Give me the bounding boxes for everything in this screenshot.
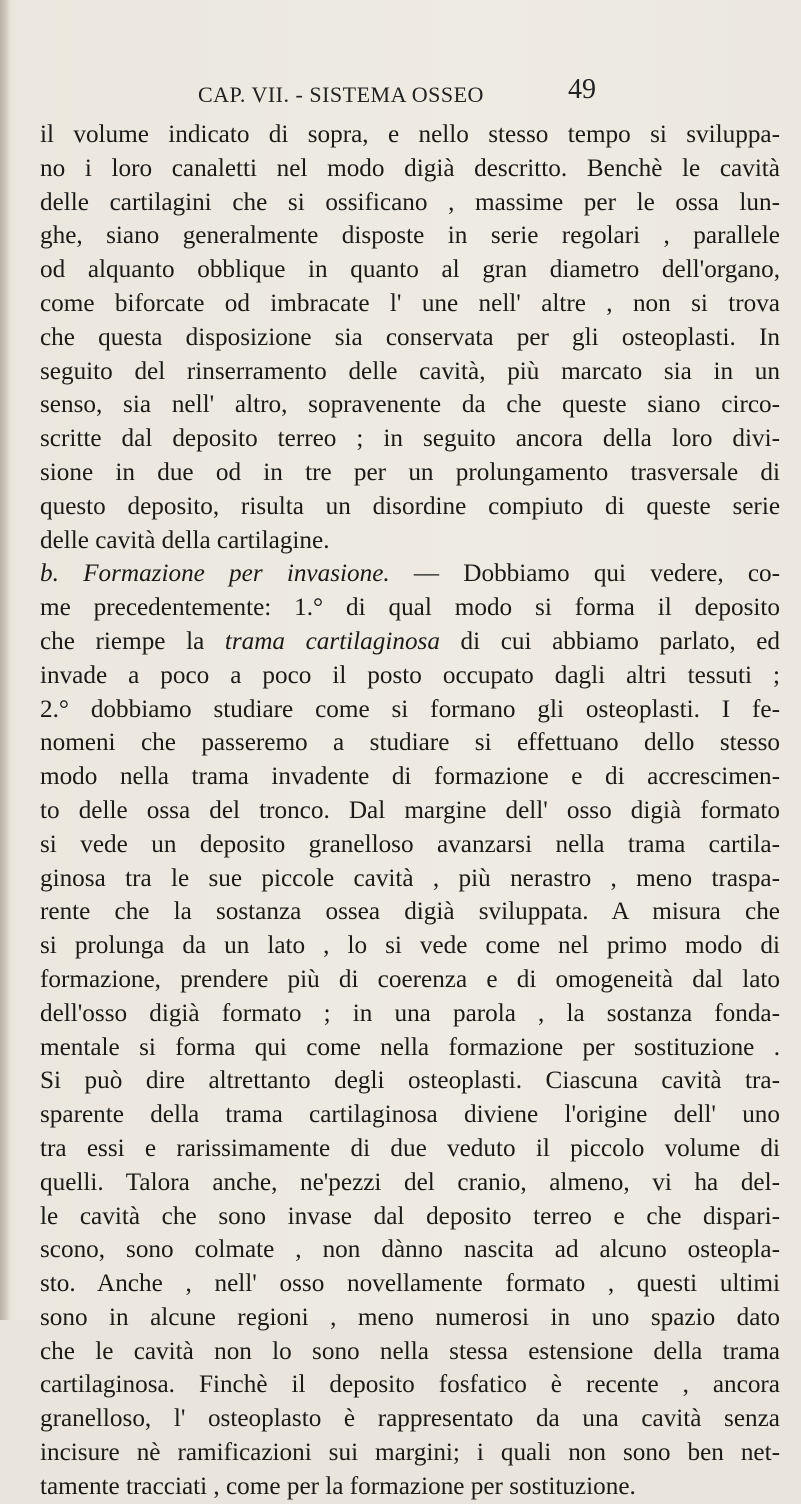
- text-line: tamente tracciati , come per la formazione per sostituzione.: [40, 1472, 636, 1500]
- text-line: che le cavità non lo sono nella stessa estensione della trama: [40, 1337, 780, 1365]
- text-line: le cavità che sono invase dal deposito terreo e che dispari-: [40, 1202, 780, 1230]
- text-line: come biforcate od imbracate l' une nell' altre , non si trova: [40, 289, 780, 317]
- text-line: granelloso, l' osteoplasto è rappresentato da una cavità senza: [40, 1405, 780, 1433]
- text-line: mentale si forma qui come nella formazione per sostituzione .: [40, 1033, 780, 1061]
- page-number: 49: [568, 74, 596, 105]
- running-header: CAP. VII. - SISTEMA OSSEO: [198, 82, 484, 107]
- text-line: senso, sia nell' altro, sopravenente da che queste siano circo-: [40, 391, 780, 419]
- section-heading-rest: — Dobbiamo qui vedere, co-: [389, 560, 781, 588]
- text-line: tra essi e rarissimamente di due veduto il piccolo volume di: [40, 1134, 780, 1162]
- text-line: nomeni che passeremo a studiare si effettuano dello stesso: [40, 729, 780, 757]
- text-line: scono, sono colmate , non dànno nascita ad alcuno osteopla-: [40, 1236, 780, 1264]
- text-line: si vede un deposito granelloso avanzarsi nella trama cartila-: [40, 830, 780, 858]
- text-line: 2.° dobbiamo studiare come si formano gli osteoplasti. I fe-: [40, 695, 780, 723]
- text-line: cartilaginosa. Finchè il deposito fosfatico è recente , ancora: [40, 1371, 780, 1399]
- text-line: incisure nè ramificazioni sui margini; i quali non sono ben net-: [40, 1439, 780, 1467]
- text-line: seguito del rinserramento delle cavità, più marcato sia in un: [40, 357, 780, 385]
- text-line: sto. Anche , nell' osso novellamente formato , questi ultimi: [40, 1270, 780, 1298]
- text-line: to delle ossa del tronco. Dal margine dell' osso digià formato: [40, 796, 780, 824]
- page-spine-shadow: [0, 0, 10, 1320]
- text-line: invade a poco a poco il posto occupato dagli altri tessuti ;: [40, 661, 780, 689]
- text-line: quelli. Talora anche, ne'pezzi del cranio, almeno, vi ha del-: [40, 1168, 780, 1196]
- text-line: rente che la sostanza ossea digià sviluppata. A misura che: [40, 898, 780, 926]
- text-line-with-italic: che riempe la trama cartilaginosa di cui abbiamo parlato, ed: [40, 627, 781, 655]
- text-line: modo nella trama invadente di formazione e di accrescimen-: [40, 763, 780, 791]
- section-b-heading-line: [40, 557, 780, 591]
- text-line: scritte dal deposito terreo ; in seguito ancora della loro divi-: [40, 425, 780, 453]
- text-line: ghe, siano generalmente disposte in serie regolari , parallele: [40, 222, 780, 250]
- section-marker: b.: [40, 560, 59, 588]
- text-line: me precedentemente: 1.° di qual modo si forma il deposito: [40, 594, 780, 622]
- text-line: dell'osso digià formato ; in una parola , la sostanza fonda-: [40, 999, 780, 1027]
- text-line: il volume indicato di sopra, e nello stesso tempo si sviluppa-: [40, 121, 780, 148]
- text-line: delle cartilagini che si ossificano , massime per le ossa lun-: [40, 188, 780, 216]
- text-line: sione in due od in tre per un prolungamento trasversale di: [40, 458, 780, 486]
- text-line: Si può dire altrettanto degli osteoplasti. Ciascuna cavità tra-: [40, 1067, 780, 1095]
- text-line: sono in alcune regioni , meno numerosi in uno spazio dato: [40, 1303, 780, 1331]
- text-line: sparente della trama cartilaginosa diviene l'origine dell' uno: [40, 1101, 780, 1129]
- text-line: ginosa tra le sue piccole cavità , più nerastro , meno traspa-: [40, 864, 780, 892]
- text-line: delle cavità della cartilagine.: [40, 526, 330, 554]
- text-line: od alquanto obblique in quanto al gran diametro dell'organo,: [40, 256, 780, 284]
- section-heading: Formazione per invasione.: [83, 560, 390, 588]
- text-line: si prolunga da un lato , lo si vede come nel primo modo di: [40, 932, 780, 960]
- italic-term: trama cartilaginosa: [224, 627, 440, 655]
- body-text: [40, 118, 780, 1504]
- text-line: che questa disposizione sia conservata per gli osteoplasti. In: [40, 323, 780, 351]
- text-line: questo deposito, risulta un disordine compiuto di queste serie: [40, 492, 780, 520]
- text-line: formazione, prendere più di coerenza e di omogeneità dal lato: [40, 965, 780, 993]
- text-line: no i loro canaletti nel modo digià descritto. Benchè le cavità: [40, 154, 780, 182]
